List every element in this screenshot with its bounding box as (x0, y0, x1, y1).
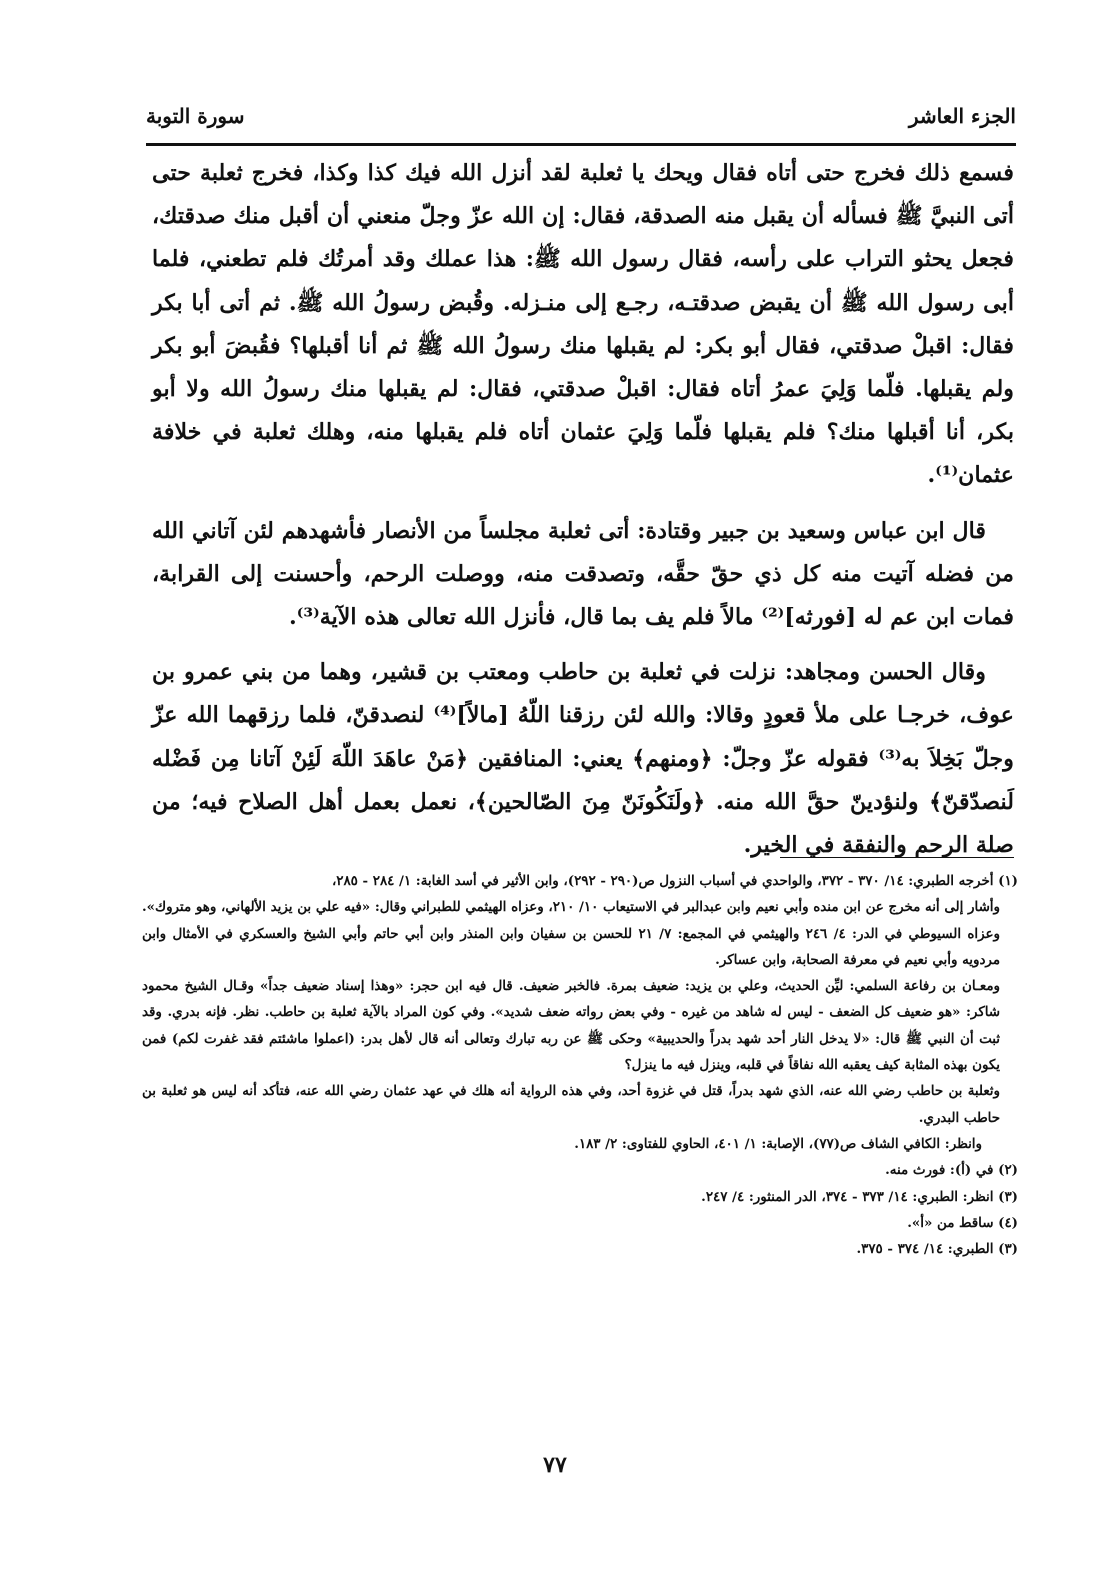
running-header (146, 96, 1016, 136)
paragraph-3: وقال الحسن ومجاهد: نزلت في ثعلبة بن حاطب ومعتب بن قشير، وهما من بني عمرو بن عوف، خرجـا على ملأ قعودٍ وقالا: والله لئن رزقنا اللّهُ [مالاً]⁽⁴⁾ لنصدقنّ، فلما رزقهما الله عزّ وجلّ بَخِلاَ به⁽³⁾ فقوله عزّ وجلّ: ﴿ومنهم﴾ يعني: المنافقين ﴿مَنْ عاهَدَ اللّهَ لَئِنْ آتانا مِن فَضْله لَنصدّقنّ﴾ ولنؤدينّ حقَّ الله منه. ﴿ولَنَكُونَنّ مِنَ الصّالحين﴾، نعمل بعمل أهل الصلاح فيه؛ من صلة الرحم والنفقة في الخير. (152, 659, 1015, 859)
paragraph-2: قال ابن عباس وسعيد بن جبير وقتادة: أتى ثعلبة مجلساً من الأنصار فأشهدهم لئن آتاني الله من فضله آتيت منه كل ذي حقّ حقَّه، وتصدقت منه، ووصلت الرحم، وأحسنت إلى القرابة، فمات ابن عم له [فورثه]⁽²⁾ مالاً فلم يف بما قال، فأنزل الله تعالى هذه الآية⁽³⁾. (152, 517, 1014, 631)
footnote-1-continued: وأشار إلى أنه مخرج عن ابن منده وأبي نعيم وابن عبدالبر في الاستيعاب ١٠/ ٢١٠، وعزاه الهيثمي للطبراني وقال: «فيه علي بن يزيد الألهاني، وهو متروك». وعزاه السيوطي في الدر: ٤/ ٢٤٦ والهيثمي في المجمع: ٧/ ٢١ للحسن بن سفيان وابن المنذر وابن أبي حاتم وأبي الشيخ والعسكري في الأمثال وابن مردويه وأبي نعيم في معرفة الصحابة، وابن عساكر. (142, 899, 1000, 968)
main-text (152, 152, 1014, 867)
paragraph-1: فسمع ذلك فخرج حتى أتاه فقال ويحك يا ثعلبة لقد أنزل الله فيك كذا وكذا، فخرج ثعلبة حتى أتى النبيَّ ﷺ فسأله أن يقبل منه الصدقة، فقال: إن الله عزّ وجلّ منعني أن أقبل منك صدقتك، فجعل يحثو التراب على رأسه، فقال رسول الله ﷺ: هذا عملك وقد أمرتُك فلم تطعني، فلما أبى رسول الله ﷺ أن يقبض صدقتـه، رجـع إلى منـزله. وقُبض رسولُ الله ﷺ. ثم أتى أبا بكر فقال: اقبلْ صدقتي، فقال أبو بكر: لم يقبلها منك رسولُ الله ﷺ ثم أنا أقبلها؟ فقُبضَ أبو بكر ولم يقبلها. فلّما وَلِيَ عمرُ أتاه فقال: اقبلْ صدقتي، فقال: لم يقبلها منك رسولُ الله ولا أبو بكر، أنا أقبلها منك؟ فلم يقبلها فلّما وَلِيَ عثمان أتاه فلم يقبلها منه، وهلك ثعلبة في خلافة عثمان⁽¹⁾. (152, 160, 1014, 489)
page-number: ٧٧ (543, 1452, 567, 1478)
footnote-3: (٣) انظر: الطبري: ١٤/ ٣٧٣ - ٣٧٤، الدر المنثور: ٤/ ٢٤٧. (701, 1188, 1018, 1205)
footnote-5: (٣) الطبري: ١٤/ ٣٧٤ - ٣٧٥. (856, 1241, 1018, 1258)
footnote-divider (780, 857, 1014, 858)
header-part-label: الجزء العاشر (908, 104, 1016, 128)
header-surah-label: سورة التوبة (146, 104, 245, 128)
footnote-1: (١) أخرجه الطبري: ١٤/ ٣٧٠ - ٣٧٢، والواحدي في أسباب النزول ص(٢٩٠ - ٢٩٢)، وابن الأثير في أسد الغابة: ١/ ٢٨٤ - ٢٨٥، (331, 873, 1018, 889)
footnote-2: (٢) في (أ): فورث منه. (885, 1162, 1018, 1179)
header-divider (146, 143, 1016, 146)
footnote-1-commentary: ومعـان بن رفاعة السلمي: ليِّن الحديث، وعلي بن يزيد: ضعيف بمرة. فالخبر ضعيف. قال فيه ابن حجر: «وهذا إسناد ضعيف جداً» وقـال الشيخ محمود شاكر: «هو ضعيف كل الضعف - ليس له شاهد من غيره - وفي بعض رواته ضعف شديد». وفي كون المراد بالآية ثعلبة بن حاطب. نظر. فإنه بدري. وقد ثبت أن النبي ﷺ قال: «لا يدخل النار أحد شهد بدراً والحديبية» وحكى ﷺ عن ربه تبارك وتعالى أنه قال لأهل بدر: (اعملوا ماشئتم فقد غفرت لكم) فمن يكون بهذه المثابة كيف يعقبه الله نفاقاً في قلبه، وينزل فيه ما ينزل؟ (142, 978, 1000, 1074)
footnote-1-note: وثعلبة بن حاطب رضي الله عنه، الذي شهد بدراً، قتل في غزوة أحد، وفي هذه الرواية أنه هلك في عهد عثمان رضي الله عنه، فتأكد أنه ليس هو ثعلبة بن حاطب البدري. (142, 1083, 1000, 1126)
footnote-1-see-also: وانظر: الكافي الشاف ص(٧٧)، الإصابة: ١/ ٤٠١، الحاوي للفتاوى: ٢/ ١٨٣. (574, 1135, 982, 1152)
footnotes (142, 868, 1018, 1262)
footnote-4: (٤) ساقط من «أ». (907, 1214, 1018, 1231)
